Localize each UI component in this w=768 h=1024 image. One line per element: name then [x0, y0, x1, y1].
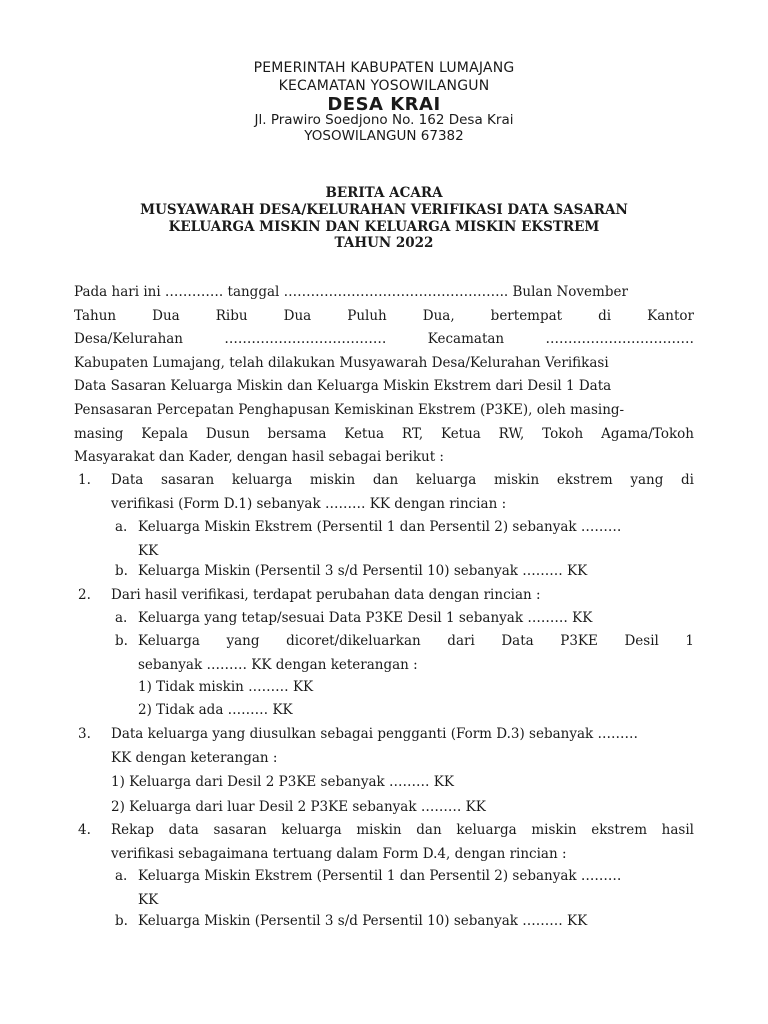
sub-item-line: Keluarga Miskin Ekstrem (Persentil 1 dan Persentil 2) sebanyak ………	[138, 519, 622, 535]
document-title: BERITA ACARA	[325, 185, 443, 201]
intro-line: Tahun Dua Ribu Dua Puluh Dua, bertempat di Kantor	[74, 307, 694, 324]
item-number: 3.	[78, 726, 91, 742]
intro-line: Data Sasaran Keluarga Miskin dan Keluarga Miskin Ekstrem dari Desil 1 Data	[74, 378, 612, 395]
sub-sub-item: 1) Tidak miskin ……… KK	[138, 679, 314, 695]
letterhead-village: DESA KRAI	[327, 94, 441, 115]
intro-line: masing Kepala Dusun bersama Ketua RT, Ketua RW, Tokoh Agama/Tokoh	[74, 425, 694, 442]
item-number: 1.	[78, 472, 91, 488]
document-subtitle-2: KELUARGA MISKIN DAN KELUARGA MISKIN EKSTREM	[168, 219, 600, 235]
item-line: verifikasi (Form D.1) sebanyak ……… KK dengan rincian :	[111, 495, 507, 512]
intro-line: Masyarakat dan Kader, dengan hasil sebagai berikut :	[74, 449, 444, 466]
sub-item-label: b.	[115, 633, 128, 649]
item-line: Data sasaran keluarga miskin dan keluarga miskin ekstrem yang di	[111, 472, 694, 488]
sub-sub-item: 2) Tidak ada ……… KK	[138, 702, 293, 718]
letterhead-government: PEMERINTAH KABUPATEN LUMAJANG	[253, 60, 515, 76]
sub-item-label: b.	[115, 913, 128, 929]
sub-item-line: Keluarga Miskin (Persentil 3 s/d Persentil 10) sebanyak ……… KK	[138, 913, 588, 929]
intro-line: Desa/Kelurahan ……………………………… Kecamatan ……………………………	[74, 331, 694, 348]
sub-item-label: a.	[115, 519, 128, 535]
item-line: KK dengan keterangan :	[111, 749, 278, 766]
sub-item-line: Keluarga yang dicoret/dikeluarkan dari Data P3KE Desil 1	[138, 633, 694, 649]
document-subtitle-1: MUSYAWARAH DESA/KELURAHAN VERIFIKASI DATA SASARAN	[140, 202, 628, 218]
sub-sub-item: 1) Keluarga dari Desil 2 P3KE sebanyak ……… KK	[111, 774, 454, 790]
sub-sub-item: 2) Keluarga dari luar Desil 2 P3KE sebanyak ……… KK	[111, 799, 486, 815]
item-line: verifikasi sebagaimana tertuang dalam Form D.4, dengan rincian :	[111, 845, 567, 862]
item-number: 2.	[78, 587, 91, 603]
document-year: TAHUN 2022	[334, 235, 434, 251]
letterhead-district: KECAMATAN YOSOWILANGUN	[278, 78, 490, 94]
intro-line: Kabupaten Lumajang, telah dilakukan Musyawarah Desa/Kelurahan Verifikasi	[74, 354, 609, 371]
sub-item-label: a.	[115, 868, 128, 884]
item-line: Data keluarga yang diusulkan sebagai pengganti (Form D.3) sebanyak ………	[111, 726, 639, 742]
letterhead-city: YOSOWILANGUN 67382	[304, 128, 464, 144]
sub-item-label: b.	[115, 563, 128, 579]
item-number: 4.	[78, 822, 91, 838]
sub-item-line: Keluarga Miskin (Persentil 3 s/d Persentil 10) sebanyak ……… KK	[138, 563, 588, 579]
sub-item-line: KK	[138, 891, 159, 908]
intro-line: Pada hari ini …………. tanggal ………………………………………….. Bulan November	[74, 284, 628, 300]
item-line: Rekap data sasaran keluarga miskin dan keluarga miskin ekstrem hasil	[111, 822, 694, 838]
sub-item-line: Keluarga yang tetap/sesuai Data P3KE Desil 1 sebanyak ……… KK	[138, 610, 593, 626]
letterhead-address: Jl. Prawiro Soedjono No. 162 Desa Krai	[254, 112, 514, 128]
sub-item-line: KK	[138, 542, 159, 559]
sub-item-line: sebanyak ……… KK dengan keterangan :	[138, 656, 418, 673]
sub-item-line: Keluarga Miskin Ekstrem (Persentil 1 dan Persentil 2) sebanyak ………	[138, 868, 622, 884]
item-line: Dari hasil verifikasi, terdapat perubahan data dengan rincian :	[111, 587, 541, 603]
intro-line: Pensasaran Percepatan Penghapusan Kemiskinan Ekstrem (P3KE), oleh masing-	[74, 401, 625, 418]
intro-paragraph	[74, 281, 694, 470]
sub-item-label: a.	[115, 610, 128, 626]
